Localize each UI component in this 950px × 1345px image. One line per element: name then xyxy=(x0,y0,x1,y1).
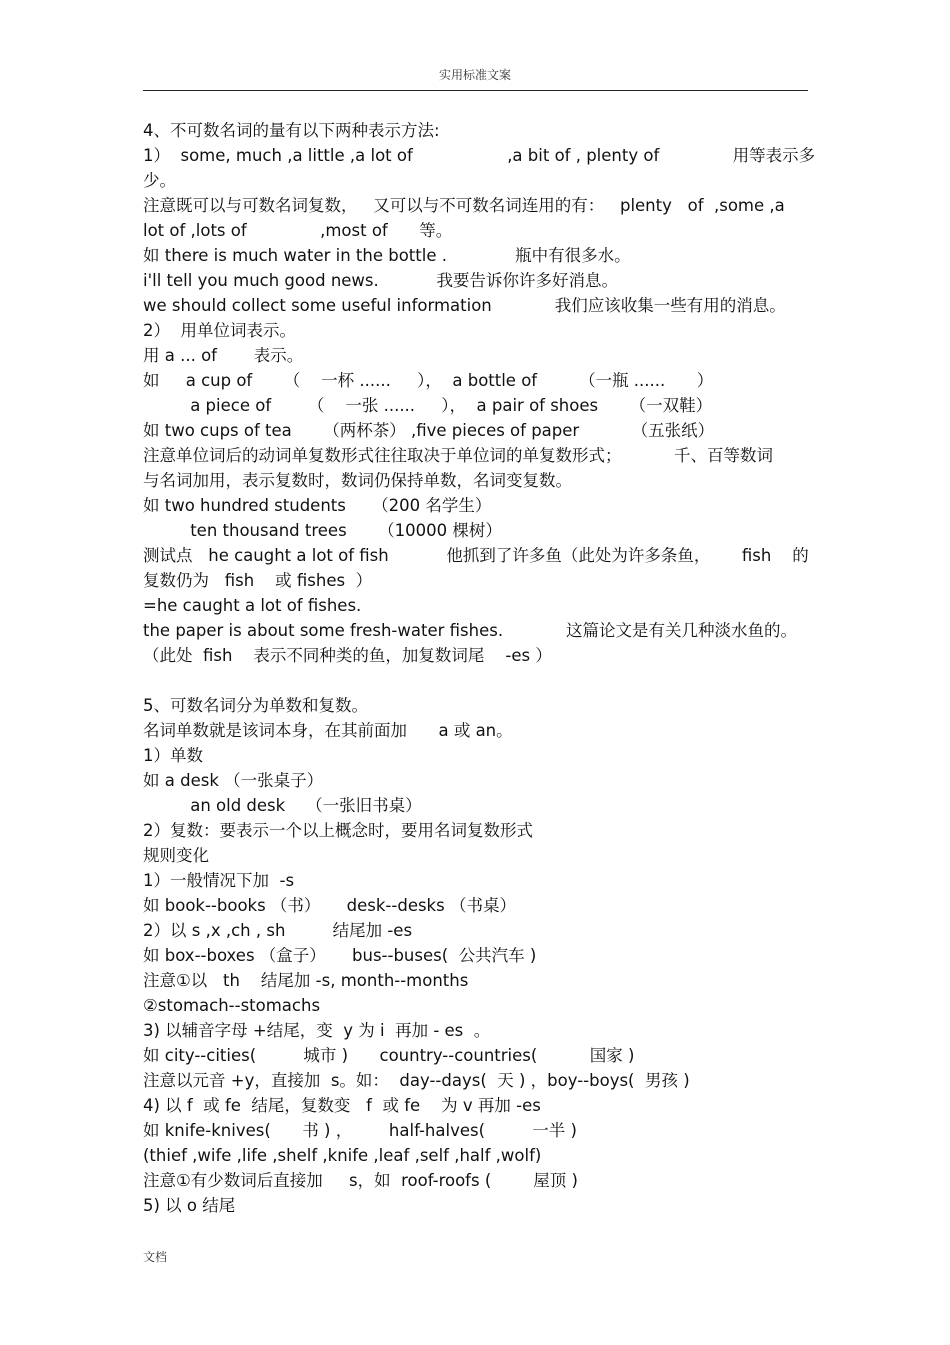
text-line: 注意①以 th 结尾加 -s, month--months xyxy=(143,971,469,990)
text-line: 注意单位词后的动词单复数形式往往取决于单位词的单复数形式； 千、百等数词 xyxy=(143,446,773,465)
text-line: 1） some, much ,a little ,a lot of ,a bit of , plenty of 用等表示多 xyxy=(143,146,816,165)
text-line: an old desk （一张旧书桌） xyxy=(143,796,422,815)
text-line: ten thousand trees （10000 棵树） xyxy=(143,521,502,540)
text-line: 5) 以 o 结尾 xyxy=(143,1196,236,1215)
text-line: 测试点 he caught a lot of fish 他抓到了许多鱼（此处为许多条鱼， fish 的 xyxy=(143,546,809,565)
document-body xyxy=(143,118,816,1218)
text-line: 5、可数名词分为单数和复数。 xyxy=(143,696,368,715)
text-line: （此处 fish 表示不同种类的鱼，加复数词尾 -es ） xyxy=(143,646,552,665)
header-divider xyxy=(143,90,808,91)
text-line: 名词单数就是该词本身，在其前面加 a 或 an。 xyxy=(143,721,513,740)
text-line: 4) 以 f 或 fe 结尾，复数变 f 或 fe 为 v 再加 -es xyxy=(143,1096,541,1115)
section-4 xyxy=(143,118,816,668)
text-line: 1）一般情况下加 -s xyxy=(143,871,295,890)
text-line: 如 knife-knives( 书 ) ， half-halves( 一半 ) xyxy=(143,1121,577,1140)
text-line: 与名词加用，表示复数时，数词仍保持单数，名词变复数。 xyxy=(143,471,572,490)
text-line: 少。 xyxy=(143,171,176,190)
text-line: 如 two hundred students （200 名学生） xyxy=(143,496,492,515)
text-line: 2）以 s ,x ,ch , sh 结尾加 -es xyxy=(143,921,413,940)
text-line: the paper is about some fresh-water fishes. 这篇论文是有关几种淡水鱼的。 xyxy=(143,621,798,640)
text-line: we should collect some useful information 我们应该收集一些有用的消息。 xyxy=(143,296,786,315)
page-footer-label: 文档 xyxy=(143,1250,168,1264)
text-line: i'll tell you much good news. 我要告诉你许多好消息。 xyxy=(143,271,618,290)
text-line: 3) 以辅音字母 +结尾，变 y 为 i 再加 - es 。 xyxy=(143,1021,491,1040)
text-line: 注意既可以与可数名词复数， 又可以与不可数名词连用的有： plenty of ,some ,a xyxy=(143,196,785,215)
text-line: a piece of （ 一张 ...... ）， a pair of shoes （一双鞋） xyxy=(143,396,713,415)
section-5 xyxy=(143,693,808,1218)
text-line: lot of ,lots of ,most of 等。 xyxy=(143,221,453,240)
text-line: 用 a ... of 表示。 xyxy=(143,346,304,365)
text-line: 如 box--boxes （盒子） bus--buses( 公共汽车 ) xyxy=(143,946,537,965)
text-line: (thief ,wife ,life ,shelf ,knife ,leaf ,self ,half ,wolf) xyxy=(143,1146,542,1165)
text-line: 4、不可数名词的量有以下两种表示方法: xyxy=(143,121,440,140)
text-line: ②stomach--stomachs xyxy=(143,996,321,1015)
text-line: =he caught a lot of fishes. xyxy=(143,596,362,615)
text-line: 如 city--cities( 城市 ) country--countries( 国家 ) xyxy=(143,1046,635,1065)
text-line: 注意以元音 +y，直接加 s。如： day--days( 天 ) ，boy--boys( 男孩 ) xyxy=(143,1071,690,1090)
text-line: 如 book--books （书） desk--desks （书桌） xyxy=(143,896,516,915)
text-line: 1）单数 xyxy=(143,746,203,765)
paragraph-spacer xyxy=(143,668,808,693)
text-line: 注意①有少数词后直接加 s，如 roof-roofs ( 屋顶 ) xyxy=(143,1171,578,1190)
text-line: 如 a cup of （ 一杯 ...... ）， a bottle of （一瓶 ...... ） xyxy=(143,371,714,390)
page-header-title: 实用标准文案 xyxy=(438,68,511,82)
text-line: 如 a desk （一张桌子） xyxy=(143,771,324,790)
text-line: 复数仍为 fish 或 fishes ） xyxy=(143,571,373,590)
text-line: 2）复数：要表示一个以上概念时，要用名词复数形式 xyxy=(143,821,533,840)
text-line: 如 there is much water in the bottle . 瓶中有很多水。 xyxy=(143,246,631,265)
text-line: 2） 用单位词表示。 xyxy=(143,321,296,340)
text-line: 如 two cups of tea （两杯茶） ,five pieces of paper （五张纸） xyxy=(143,421,715,440)
text-line: 规则变化 xyxy=(143,846,209,865)
